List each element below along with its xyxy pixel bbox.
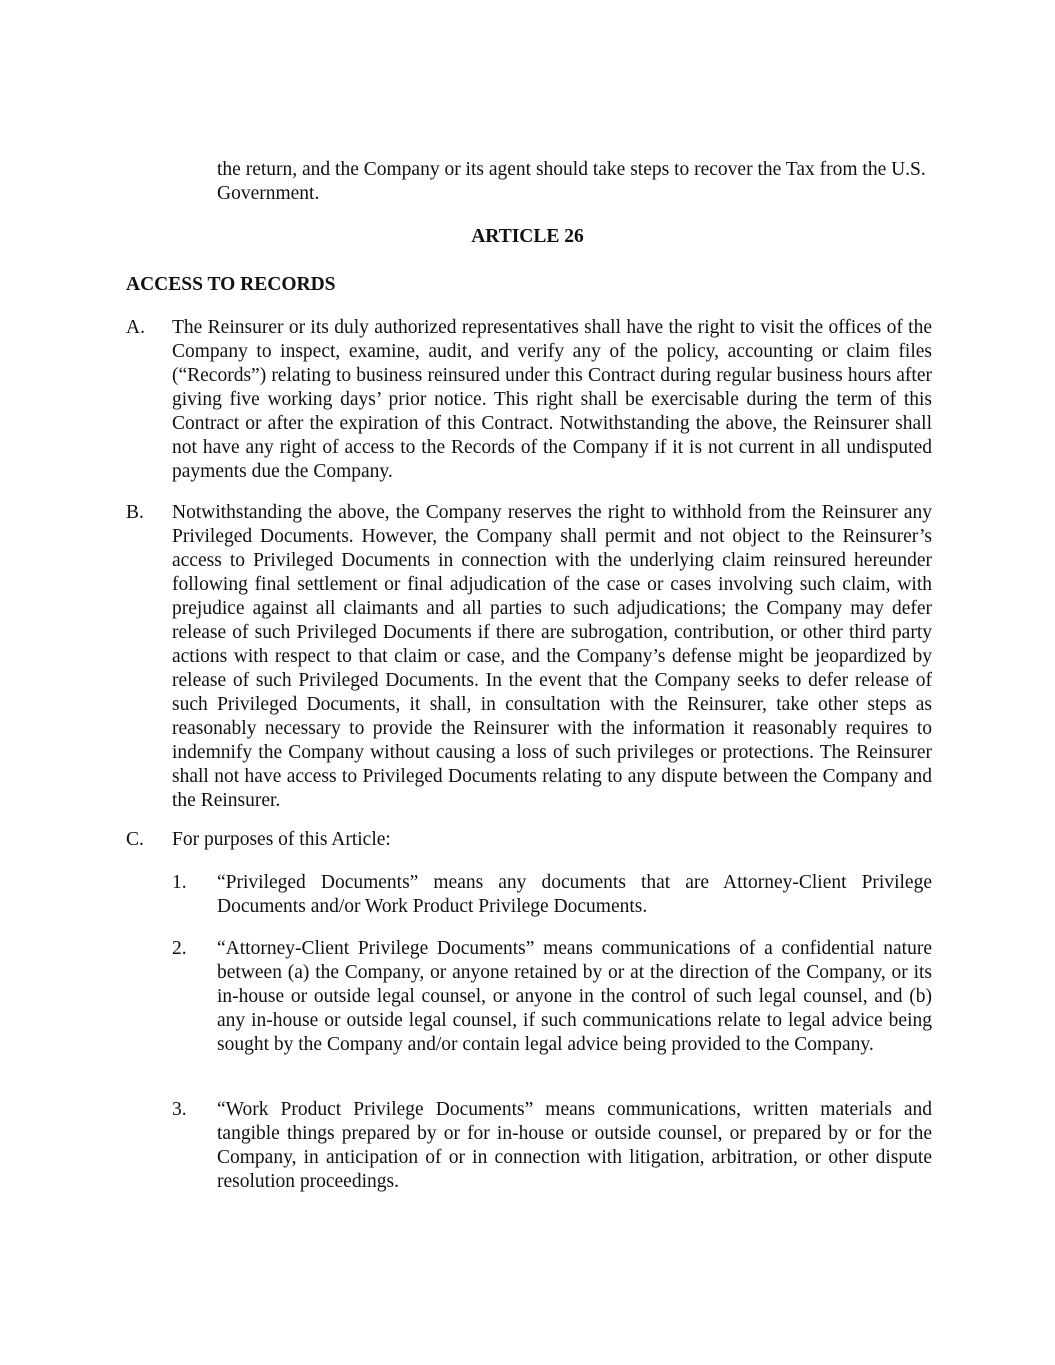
section-heading: ACCESS TO RECORDS — [126, 274, 336, 295]
section-c-marker: C. — [126, 829, 144, 850]
definition-3-text: “Work Product Privilege Documents” means communications, written materials and tangible things prepared by or for in-house or outside counsel, or prepared by or for the Company, in anticipation of or in connection with litigation, arbitration, or other dispute resolution proceedings. — [217, 1099, 932, 1192]
definition-2-text: “Attorney-Client Privilege Documents” means communications of a confidential nature between (a) the Company, or anyone retained by or at the direction of the Company, or its in-house or outside legal counsel, or anyone in the control of such legal counsel, and (b) any in-house or outside legal counsel, if such communications relate to legal advice being sought by the Company and/or contain legal advice being provided to the Company. — [217, 938, 932, 1055]
section-a-text: The Reinsurer or its duly authorized representatives shall have the right to visit the offices of the Company to inspect, examine, audit, and verify any of the policy, accounting or claim files (“Records”) relating to business reinsured under this Contract during regular business hours after giving five working days’ prior notice. This right shall be exercisable during the term of this Contract or after the expiration of this Contract. Notwithstanding the above, the Reinsurer shall not have any right of access to the Records of the Company if it is not current in all undisputed payments due the Company. — [172, 317, 932, 482]
definition-3-marker: 3. — [172, 1099, 187, 1120]
definition-1-text: “Privileged Documents” means any documents that are Attorney-Client Privilege Documents and/or Work Product Privilege Documents. — [217, 872, 932, 917]
section-c-text: For purposes of this Article: — [172, 829, 391, 850]
definition-1-marker: 1. — [172, 872, 187, 893]
section-b-text: Notwithstanding the above, the Company reserves the right to withhold from the Reinsurer any Privileged Documents. However, the Company shall permit and not object to the Reinsurer’s access to Privileged Documents in connection with the underlying claim reinsured hereunder following final settlement or final adjudication of the case or cases involving such claim, with prejudice against all claimants and all parties to such adjudications; the Company may defer release of such Privileged Documents if there are subrogation, contribution, or other third party actions with respect to that claim or case, and the Company’s defense might be jeopardized by release of such Privileged Documents. In the event that the Company seeks to defer release of such Privileged Documents, it shall, in consultation with the Reinsurer, take other steps as reasonably necessary to provide the Reinsurer with the information it reasonably requires to indemnify the Company without causing a loss of such privileges or protections. The Reinsurer shall not have access to Privileged Documents relating to any dispute between the Company and the Reinsurer. — [172, 502, 932, 811]
section-b-marker: B. — [126, 502, 144, 523]
article-heading: ARTICLE 26 — [471, 226, 584, 247]
definition-2-marker: 2. — [172, 938, 187, 959]
section-a-marker: A. — [126, 317, 145, 338]
continuation-paragraph: the return, and the Company or its agent should take steps to recover the Tax from the U.S. Government. — [217, 159, 926, 204]
